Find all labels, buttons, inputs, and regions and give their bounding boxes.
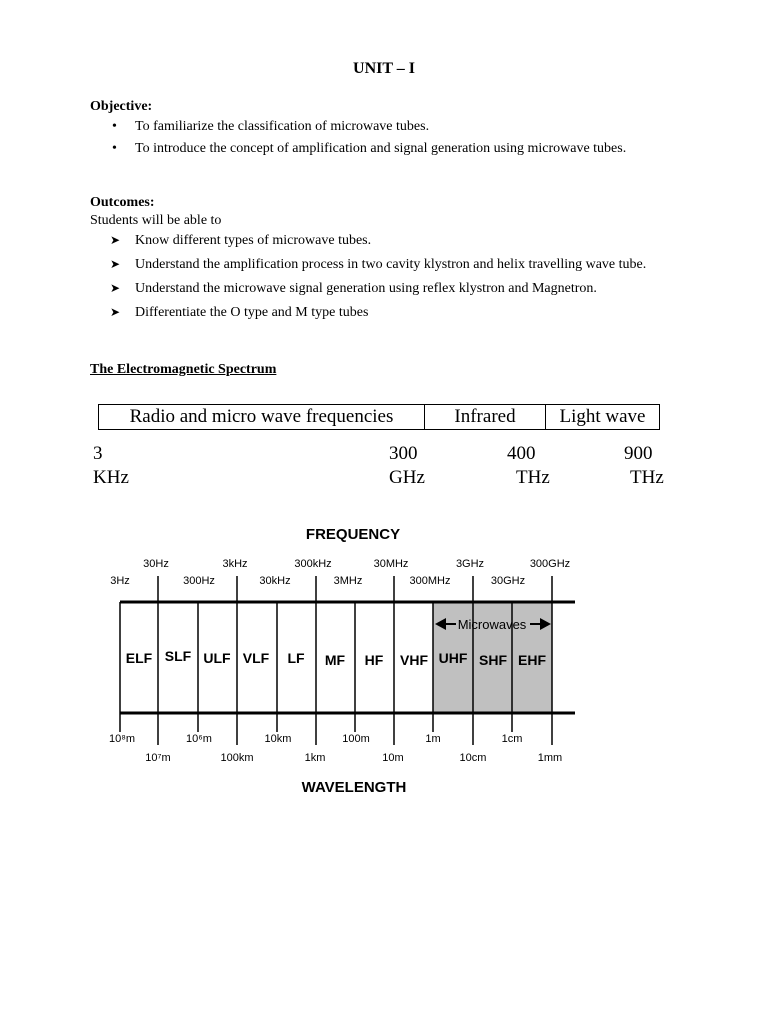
- page-title: UNIT – I: [353, 60, 415, 77]
- microwave-label: Microwaves: [457, 617, 527, 632]
- wavelength-title: WAVELENGTH: [301, 779, 407, 796]
- freq-label: 30GHz: [490, 575, 526, 587]
- objective-heading: Objective:: [90, 99, 153, 114]
- wavelength-label: 1km: [304, 752, 326, 764]
- band-label: UHF: [438, 650, 468, 666]
- outcomes-heading: Outcomes:: [90, 195, 155, 210]
- table-value: 3: [93, 443, 103, 464]
- band-spectrum-diagram: [100, 520, 580, 805]
- frequency-title: FREQUENCY: [305, 526, 401, 543]
- wavelength-label: 10m: [382, 752, 404, 764]
- table-value: 900: [624, 443, 653, 464]
- table-value: 300: [389, 443, 418, 464]
- spectrum-table: [98, 404, 660, 430]
- freq-label: 30MHz: [373, 558, 409, 570]
- freq-label: 3Hz: [110, 575, 130, 587]
- freq-label: 3kHz: [222, 558, 248, 570]
- wavelength-label: 10⁸m: [108, 733, 136, 745]
- wavelength-label: 1cm: [501, 733, 523, 745]
- band-label: HF: [364, 652, 384, 668]
- wavelength-label: 10⁶m: [186, 733, 212, 745]
- band-label: ULF: [203, 650, 231, 666]
- wavelength-label: 10cm: [459, 752, 487, 764]
- freq-label: 300kHz: [294, 558, 332, 570]
- band-label: VHF: [400, 652, 428, 668]
- table-value: 400: [507, 443, 536, 464]
- table-cell-light: Light wave: [559, 406, 646, 427]
- band-label: SLF: [164, 648, 192, 664]
- table-unit: THz: [516, 467, 550, 488]
- freq-label: 3MHz: [333, 575, 363, 587]
- freq-label: 300Hz: [183, 575, 215, 587]
- outcomes-intro: Students will be able to: [90, 213, 222, 228]
- band-label: SHF: [479, 652, 507, 668]
- band-label: MF: [324, 652, 346, 668]
- freq-label: 3GHz: [455, 558, 485, 570]
- wavelength-label: 1mm: [537, 752, 563, 764]
- band-label: LF: [287, 650, 305, 666]
- outcome-item: ➤ Understand the microwave signal generation using reflex klystron and Magnetron.: [108, 280, 646, 304]
- spectrum-heading: The Electromagnetic Spectrum: [90, 362, 277, 377]
- band-label: EHF: [518, 652, 546, 668]
- table-unit: GHz: [389, 467, 425, 488]
- objective-list: [90, 118, 626, 162]
- wavelength-label: 10⁷m: [145, 752, 171, 764]
- objective-item: • To familiarize the classification of microwave tubes.: [90, 118, 626, 140]
- outcome-item: ➤ Understand the amplification process in two cavity klystron and helix travelling wave tube.: [108, 256, 646, 280]
- freq-label: 300GHz: [529, 558, 571, 570]
- band-label: ELF: [125, 650, 153, 666]
- table-cell-radio: Radio and micro wave frequencies: [99, 405, 425, 429]
- objective-item: • To introduce the concept of amplification and signal generation using microwave tubes.: [90, 140, 626, 162]
- outcome-item: ➤ Differentiate the O type and M type tubes: [108, 304, 646, 328]
- wavelength-label: 10km: [264, 733, 292, 745]
- outcomes-list: [108, 232, 646, 328]
- table-unit: KHz: [93, 467, 129, 488]
- freq-label: 30Hz: [143, 558, 169, 570]
- band-label: VLF: [242, 650, 270, 666]
- freq-label: 300MHz: [409, 575, 451, 587]
- wavelength-label: 100km: [220, 752, 254, 764]
- wavelength-ticks: [120, 713, 552, 745]
- table-unit: THz: [630, 467, 664, 488]
- table-cell-infrared: Infrared: [425, 405, 546, 429]
- freq-label: 30kHz: [259, 575, 291, 587]
- wavelength-label: 100m: [342, 733, 370, 745]
- outcome-item: ➤ Know different types of microwave tubes.: [108, 232, 646, 256]
- wavelength-label: 1m: [425, 733, 441, 745]
